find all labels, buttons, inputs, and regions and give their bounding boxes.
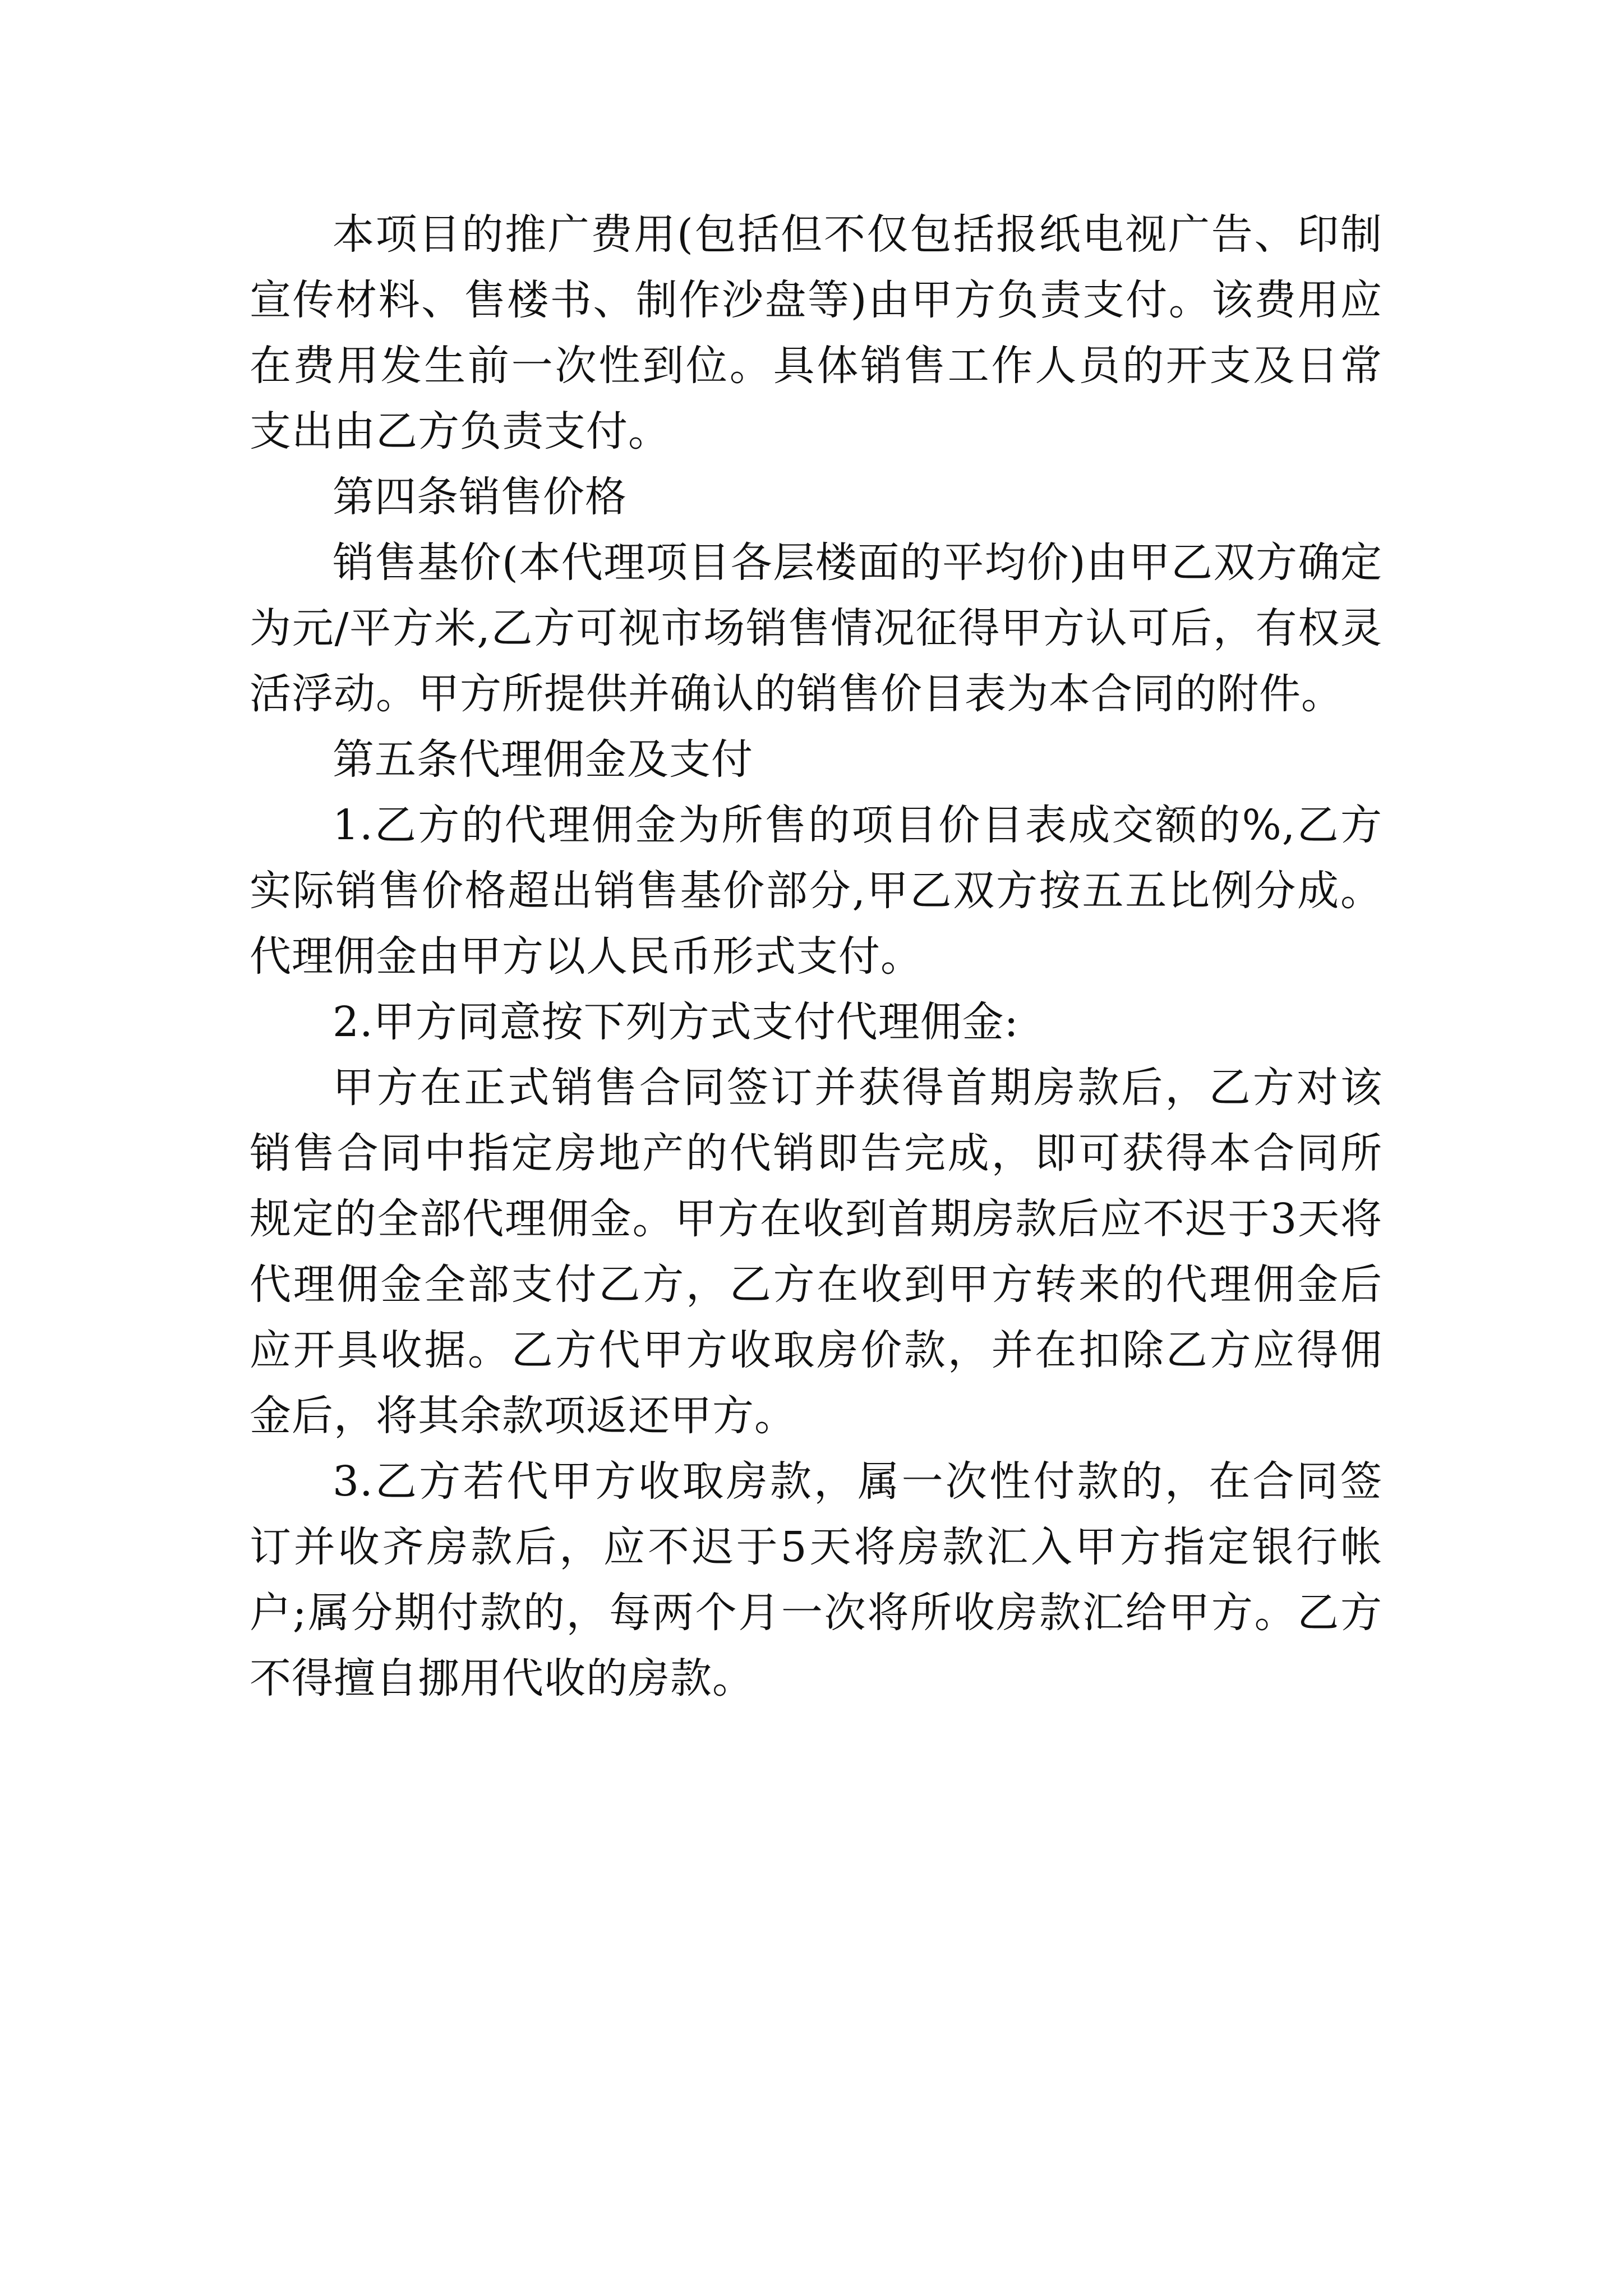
paragraph-collection-terms: 3.乙方若代甲方收取房款，属一次性付款的，在合同签订并收齐房款后，应不迟于5天将房款汇入甲方指定银行帐户;属分期付款的，每两个月一次将所收房款汇给甲方。乙方不得擅自挪用代收的房款。 bbox=[250, 1457, 1382, 1703]
document-body bbox=[250, 202, 1382, 1711]
paragraph-base-price: 销售基价(本代理项目各层楼面的平均价)由甲乙双方确定为元/平方米,乙方可视市场销售情况征得甲方认可后，有权灵活浮动。甲方所提供并确认的销售价目表为本合同的附件。 bbox=[250, 539, 1382, 718]
paragraph-commission-rate: 1.乙方的代理佣金为所售的项目价目表成交额的%,乙方实际销售价格超出销售基价部分,甲乙双方按五五比例分成。代理佣金由甲方以人民币形式支付。 bbox=[250, 801, 1382, 981]
heading-article-4: 第四条销售价格 bbox=[333, 473, 627, 521]
paragraph-payment-details: 甲方在正式销售合同签订并获得首期房款后，乙方对该销售合同中指定房地产的代销即告完成，即可获得本合同所规定的全部代理佣金。甲方在收到首期房款后应不迟于3天将代理佣金全部支付乙方，乙方在收到甲方转来的代理佣金后应开具收据。乙方代甲方收取房价款，并在扣除乙方应得佣金后，将其余款项返还甲方。 bbox=[250, 1064, 1382, 1440]
heading-article-5: 第五条代理佣金及支付 bbox=[333, 735, 753, 784]
paragraph-promotion-fees: 本项目的推广费用(包括但不仅包括报纸电视广告、印制宣传材料、售楼书、制作沙盘等)由甲方负责支付。该费用应在费用发生前一次性到位。具体销售工作人员的开支及日常支出由乙方负责支付。 bbox=[250, 210, 1382, 455]
paragraph-payment-method: 2.甲方同意按下列方式支付代理佣金: bbox=[333, 998, 1019, 1046]
